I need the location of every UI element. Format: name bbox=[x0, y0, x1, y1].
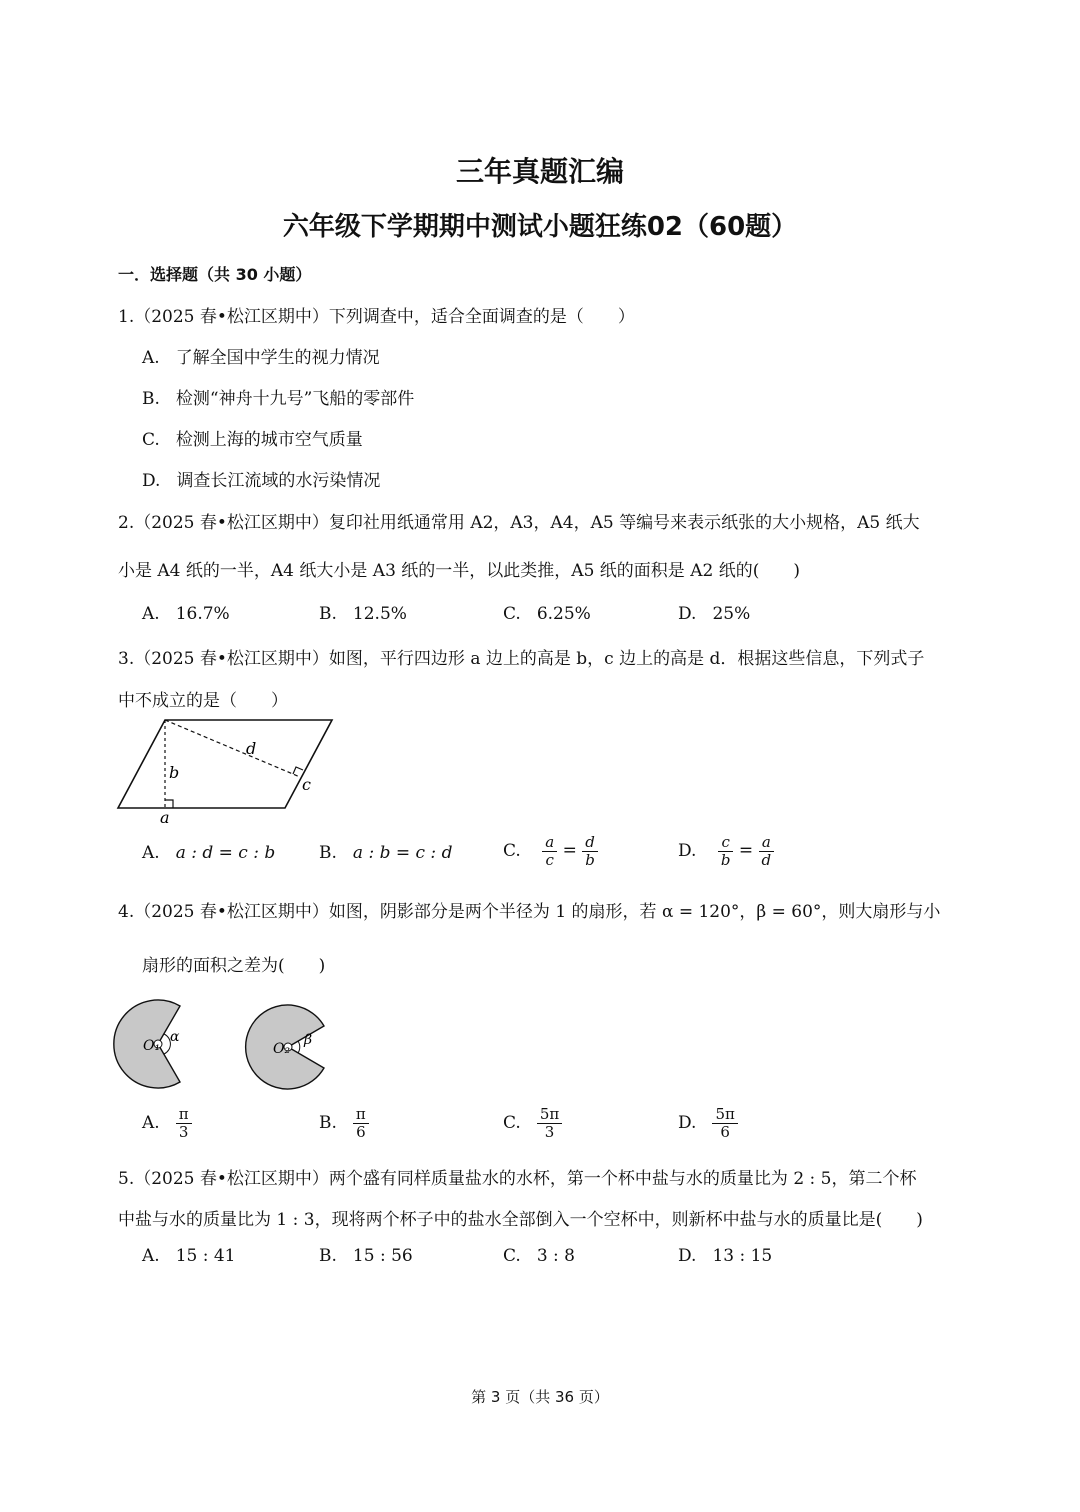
sectors-figure bbox=[108, 992, 348, 1102]
label-beta: β bbox=[304, 1032, 313, 1048]
label-o2: O₂ bbox=[273, 1041, 291, 1057]
question-5-option-c: C. 3 : 8 bbox=[503, 1246, 575, 1266]
question-5-option-a: A. 15 : 41 bbox=[142, 1246, 236, 1266]
question-2-option-c: C. 6.25% bbox=[503, 604, 591, 624]
question-1-option-d: D. 调查长江流域的水污染情况 bbox=[142, 471, 381, 491]
page-subtitle: 六年级下学期期中测试小题狂练02（60题） bbox=[282, 212, 798, 242]
right-angle-mark-d bbox=[293, 767, 303, 774]
question-2-options bbox=[142, 604, 902, 628]
question-3-option-a: A. a : d = c : b bbox=[142, 843, 276, 863]
question-3-stem-line2: 中不成立的是（ ） bbox=[118, 691, 288, 711]
question-5-stem-line1: 5.（2025 春•松江区期中）两个盛有同样质量盐水的水杯，第一个杯中盐与水的质量比为 2 : 5，第二个杯 bbox=[118, 1169, 917, 1189]
question-4-option-d: D. $\frac{5\pi}{6}$ bbox=[678, 1106, 738, 1140]
question-3-option-b: B. a : b = c : d bbox=[319, 843, 453, 863]
question-2-option-b: B. 12.5% bbox=[319, 604, 407, 624]
label-a: a bbox=[160, 808, 170, 827]
question-1-option-c: C. 检测上海的城市空气质量 bbox=[142, 430, 363, 450]
question-1-option-b: B. 检测“神舟十九号”飞船的零部件 bbox=[142, 389, 415, 409]
label-c: c bbox=[302, 775, 311, 794]
question-2-option-a: A. 16.7% bbox=[142, 604, 230, 624]
question-1-option-a: A. 了解全国中学生的视力情况 bbox=[142, 348, 380, 368]
question-3-stem-line1: 3.（2025 春•松江区期中）如图，平行四边形 a 边上的高是 b，c 边上的高是 d．根据这些信息，下列式子 bbox=[118, 649, 925, 669]
question-4-stem-line1: 4.（2025 春•松江区期中）如图，阴影部分是两个半径为 1 的扇形，若 α = 120°，β = 60°，则大扇形与小 bbox=[118, 902, 941, 922]
question-2-stem-line2: 小是 A4 纸的一半，A4 纸大小是 A3 纸的一半，以此类推，A5 纸的面积是 A2 纸的( ) bbox=[118, 561, 800, 581]
label-b: b bbox=[169, 763, 180, 782]
page-title: 三年真题汇编 bbox=[455, 155, 624, 188]
question-3-option-d: D. $\frac{c}{b}$ = $\frac{a}{d}$ bbox=[678, 834, 774, 868]
question-4-options bbox=[142, 1106, 902, 1150]
question-3-options bbox=[142, 834, 902, 878]
beta-arc bbox=[298, 1041, 300, 1053]
question-3-option-c: C. $\frac{a}{c}$ = $\frac{d}{b}$ bbox=[503, 834, 598, 868]
question-4-stem-line2: 扇形的面积之差为( ) bbox=[142, 956, 326, 976]
height-d-line bbox=[165, 720, 300, 777]
question-4-option-a: A. $\frac{\pi}{3}$ bbox=[142, 1106, 192, 1140]
question-5-option-b: B. 15 : 56 bbox=[319, 1246, 413, 1266]
question-4-option-b: B. $\frac{\pi}{6}$ bbox=[319, 1106, 369, 1140]
label-d: d bbox=[246, 739, 257, 758]
section-heading: 一．选择题（共 30 小题） bbox=[118, 265, 312, 284]
question-5-options bbox=[142, 1246, 902, 1270]
question-2-option-d: D. 25% bbox=[678, 604, 751, 624]
parallelogram-outline bbox=[118, 720, 332, 808]
label-o1: O₁ bbox=[143, 1038, 161, 1054]
question-2-stem-line1: 2.（2025 春•松江区期中）复印社用纸通常用 A2，A3，A4，A5 等编号来表示纸张的大小规格，A5 纸大 bbox=[118, 513, 920, 533]
page-footer: 第 3 页（共 36 页） bbox=[471, 1388, 609, 1406]
label-alpha: α bbox=[170, 1029, 180, 1045]
question-4-option-c: C. $\frac{5\pi}{3}$ bbox=[503, 1106, 562, 1140]
question-5-option-d: D. 13 : 15 bbox=[678, 1246, 773, 1266]
parallelogram-figure bbox=[110, 712, 350, 827]
question-1-stem: 1.（2025 春•松江区期中）下列调查中，适合全面调查的是（ ） bbox=[118, 307, 635, 327]
right-angle-mark-b bbox=[165, 800, 173, 808]
question-5-stem-line2: 中盐与水的质量比为 1 : 3，现将两个杯子中的盐水全部倒入一个空杯中，则新杯中盐与水的质量比是( ) bbox=[118, 1210, 923, 1230]
